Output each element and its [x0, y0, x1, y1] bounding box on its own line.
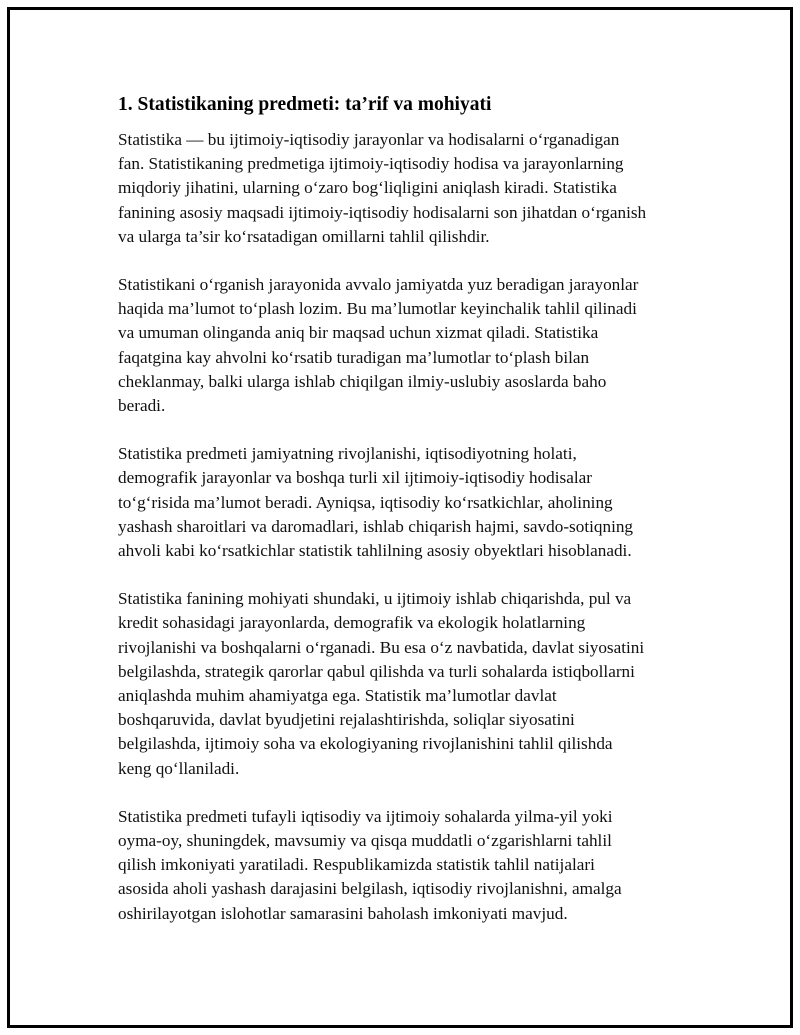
text-line: Statistika predmeti tufayli iqtisodiy va ijtimoiy sohalarda yilma-yil yoki — [118, 806, 613, 826]
text-line: faqatgina kay ahvolni ko‘rsatib turadigan ma’lumotlar to‘plash bilan — [118, 347, 590, 367]
paragraph-essence — [118, 587, 698, 781]
text-line: Statistika predmeti jamiyatning rivojlanishi, iqtisodiyotning holati, — [118, 444, 577, 464]
text-line: rivojlanishi va boshqalarni o‘rganadi. Bu esa o‘z navbatida, davlat siyosatini — [118, 637, 645, 657]
section-heading: 1. Statistikaning predmeti: ta’rif va mohiyati — [118, 94, 492, 115]
text-line: belgilashda, strategik qarorlar qabul qilishda va turli sohalarda istiqbollarni — [118, 661, 635, 681]
text-line: demografik jarayonlar va boshqa turli xil ijtimoiy-iqtisodiy hodisalar — [118, 468, 592, 488]
text-line: boshqaruvida, davlat byudjetini rejalashtirishda, soliqlar siyosatini — [118, 710, 575, 730]
text-line: yashash sharoitlari va daromadlari, ishlab chiqarish hajmi, savdo-sotiqning — [118, 516, 634, 536]
text-line: va ularga ta’sir ko‘rsatadigan omillarni tahlil qilishdir. — [118, 226, 490, 246]
text-line: qilish imkoniyati yaratiladi. Respublikamizda statistik tahlil natijalari — [118, 855, 595, 875]
paragraph-analysis — [118, 805, 698, 926]
text-line: ahvoli kabi ko‘rsatkichlar statistik tahlilning asosiy obyektlari hisoblanadi. — [118, 541, 632, 561]
text-line: haqida ma’lumot to‘plash lozim. Bu ma’lumotlar keyinchalik tahlil qilinadi — [118, 299, 637, 319]
paragraph-subject-scope — [118, 442, 698, 563]
text-line: Statistikani o‘rganish jarayonida avvalo jamiyatda yuz beradigan jarayonlar — [118, 275, 639, 295]
paragraph-data-collection — [118, 273, 698, 418]
text-line: aniqlashda muhim ahamiyatga ega. Statistik ma’lumotlar davlat — [118, 686, 557, 706]
paragraph-definition — [118, 128, 698, 249]
text-line: asosida aholi yashash darajasini belgilash, iqtisodiy rivojlanishni, amalga — [118, 879, 622, 899]
text-line: oyma-oy, shuningdek, mavsumiy va qisqa muddatli o‘zgarishlarni tahlil — [118, 831, 612, 851]
text-line: fan. Statistikaning predmetiga ijtimoiy-iqtisodiy hodisa va jarayonlarning — [118, 154, 624, 174]
text-line: beradi. — [118, 396, 166, 416]
text-line: Statistika — bu ijtimoiy-iqtisodiy jarayonlar va hodisalarni o‘rganadigan — [118, 130, 620, 149]
document-body — [118, 92, 698, 950]
text-line: cheklanmay, balki ularga ishlab chiqilgan ilmiy-uslubiy asoslarda baho — [118, 371, 607, 391]
text-line: kredit sohasidagi jarayonlarda, demografik va ekologik holatlarning — [118, 613, 586, 633]
text-line: oshirilayotgan islohotlar samarasini baholash imkoniyati mavjud. — [118, 903, 568, 923]
text-line: miqdoriy jihatini, ularning o‘zaro bog‘liqligini aniqlash kiradi. Statistika — [118, 178, 617, 198]
text-line: to‘g‘risida ma’lumot beradi. Ayniqsa, iqtisodiy ko‘rsatkichlar, aholining — [118, 492, 613, 512]
text-line: va umuman olinganda aniq bir maqsad uchun xizmat qiladi. Statistika — [118, 323, 599, 343]
text-line: Statistika fanining mohiyati shundaki, u ijtimoiy ishlab chiqarishda, pul va — [118, 589, 632, 609]
text-line: keng qo‘llaniladi. — [118, 758, 240, 778]
text-line: fanining asosiy maqsadi ijtimoiy-iqtisodiy hodisalarni son jihatdan o‘rganish — [118, 202, 647, 222]
text-line: belgilashda, ijtimoiy soha va ekologiyaning rivojlanishini tahlil qilishda — [118, 734, 613, 754]
